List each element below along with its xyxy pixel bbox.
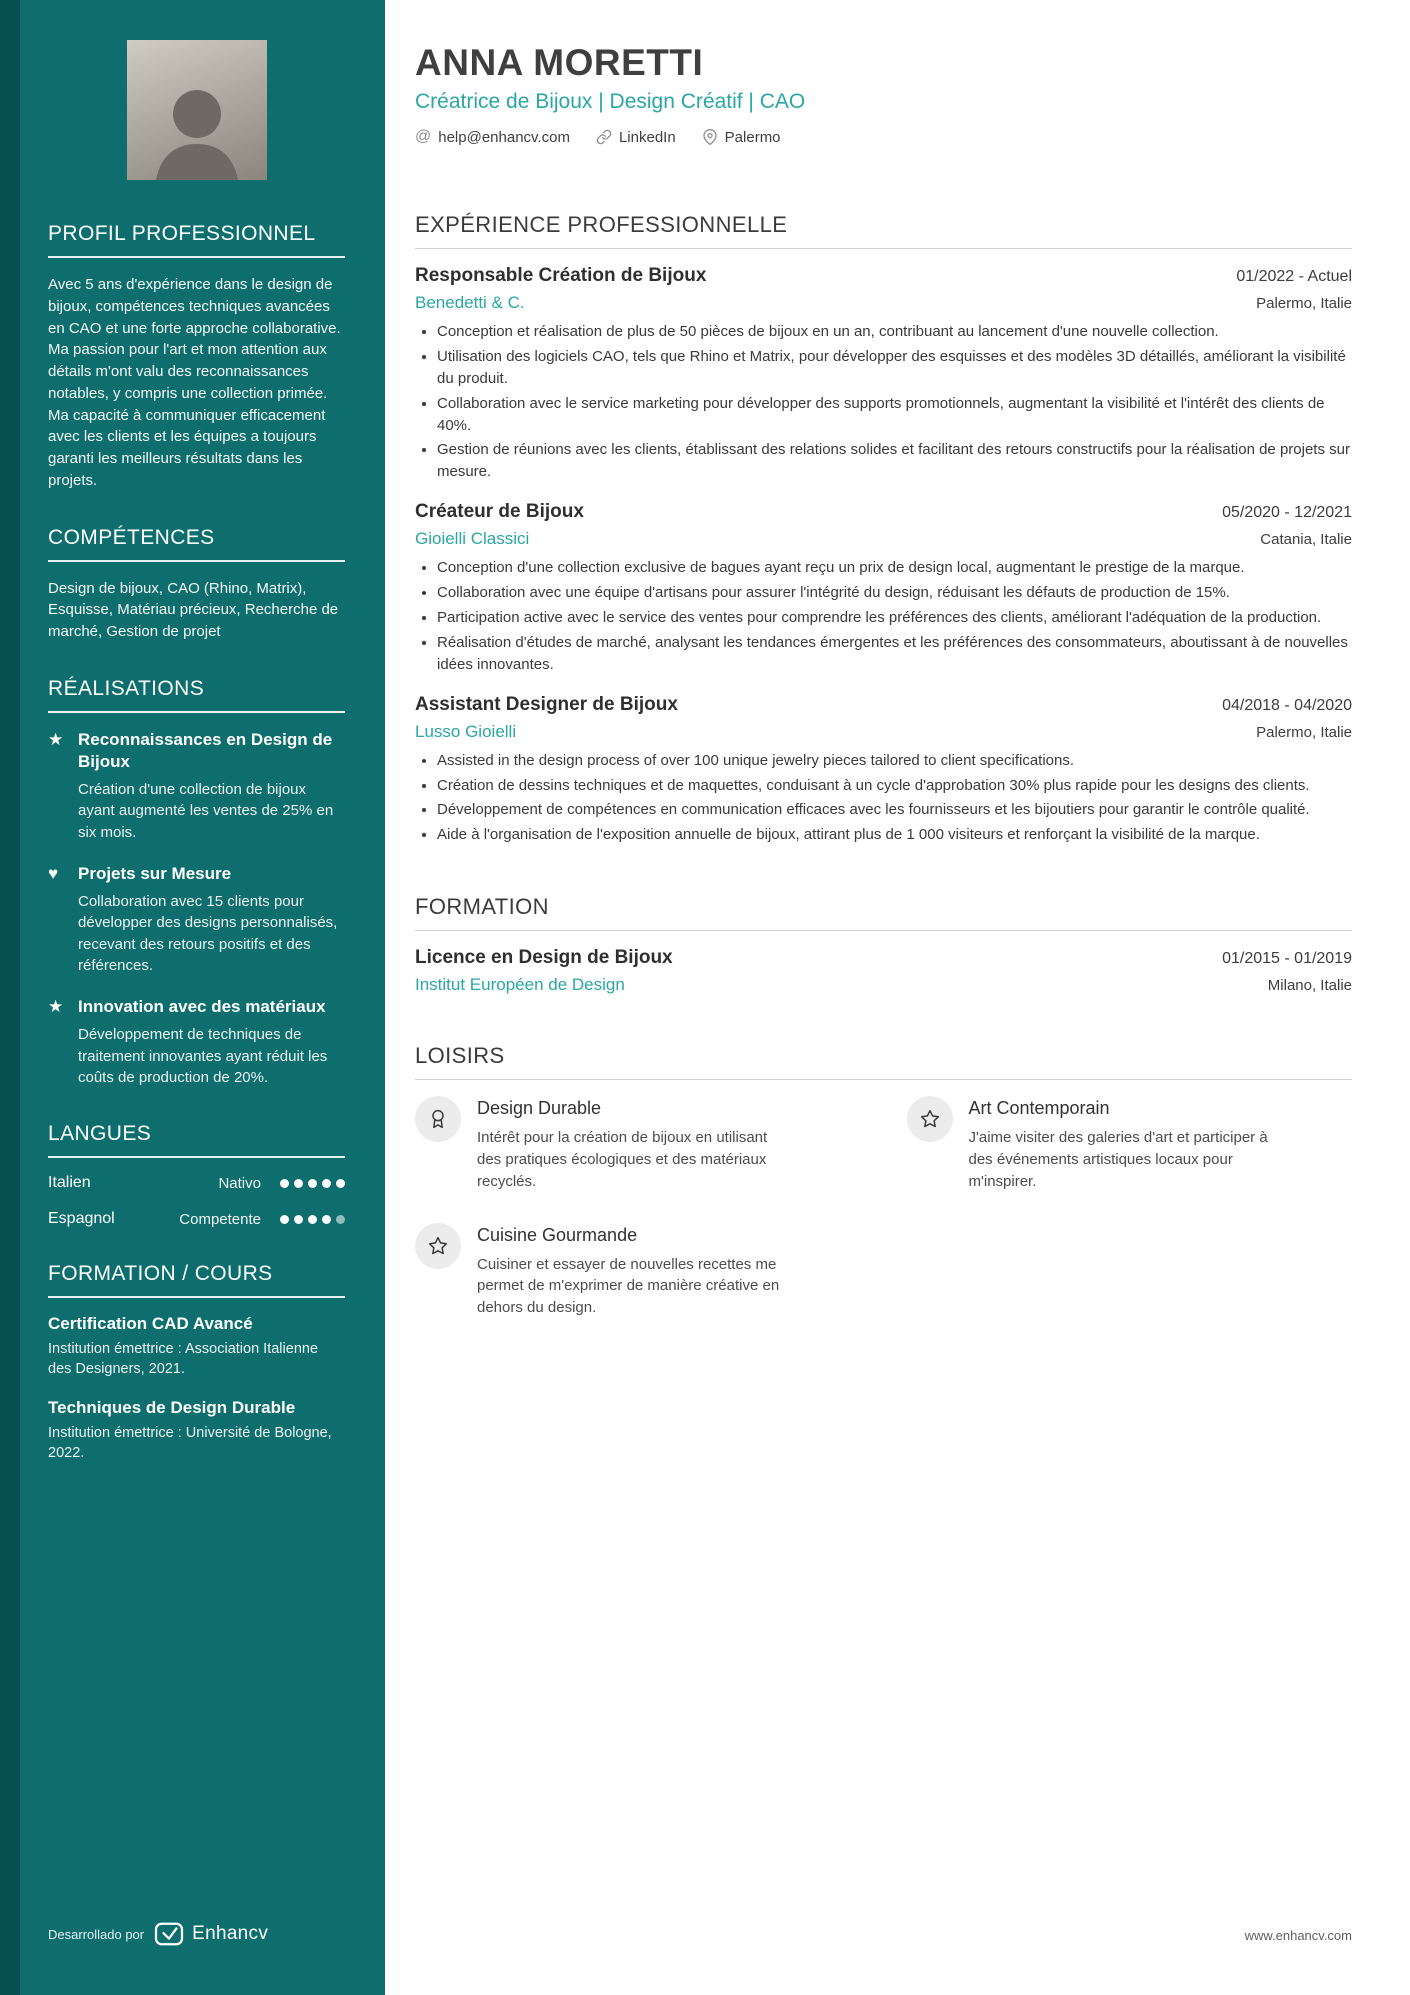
job-title: Créateur de Bijoux (415, 501, 584, 523)
enhancv-logo-icon (154, 1921, 184, 1947)
bullet: • Collaboration avec le service marketing pour développer des supports promotionnels, augmentant la visibilité et l'intérêt des clients de 40%. (437, 393, 1352, 437)
powered-by-label: Desarrollado por (48, 1926, 145, 1942)
linkedin-text: LinkedIn (618, 128, 676, 146)
course-item (48, 1314, 345, 1380)
bullet: • Développement de compétences en communication efficaces avec les fournisseurs et les bijoutiers pour garantir le contrôle qualité. (437, 799, 1352, 821)
bullet: • Collaboration avec une équipe d'artisans pour assurer l'intégrité du design, réduisant les défauts de production de 15%. (437, 582, 1352, 604)
course-title: Certification CAD Avancé (48, 1314, 253, 1334)
contact-linkedin[interactable] (596, 129, 676, 146)
hobby-text: Cuisiner et essayer de nouvelles recettes me permet de m'exprimer de manière créative en dehors du design. (477, 1255, 780, 1316)
section-divider (415, 1079, 1352, 1080)
bullet: • Conception d'une collection exclusive de bagues ayant reçu un prix de design local, augmentant le prestige de la marque. (437, 557, 1352, 579)
hobby-grid (415, 1096, 1352, 1319)
sidebar-section-languages (48, 1122, 345, 1228)
hobby-item (415, 1096, 861, 1192)
achievement-title: Projets sur Mesure (78, 863, 232, 883)
profile-section-title: PROFIL PROFESSIONNEL (48, 222, 345, 258)
rating-dot (322, 1179, 331, 1188)
bullet: • Conception et réalisation de plus de 50 pièces de bijoux en un an, contribuant au lancement d'une nouvelle collection. (437, 321, 1352, 343)
job-dates: 01/2022 - Actuel (1236, 268, 1352, 285)
section-experience (415, 212, 1352, 846)
course-item (48, 1398, 345, 1464)
achievement-item (48, 863, 345, 976)
bullet: • Réalisation d'études de marché, analysant les tendances émergentes et les préférences des consommateurs, aboutissant à de nouvelles idées innovantes. (437, 632, 1352, 676)
heart-icon: ♥ (48, 863, 59, 883)
sidebar-footer (48, 1921, 268, 1947)
sidebar-section-achievements (48, 677, 345, 1088)
main-content (385, 0, 1410, 1995)
education-entry (415, 947, 1352, 995)
language-rating-dots (275, 1179, 345, 1188)
bullet: • Aide à l'organisation de l'exposition annuelle de bijoux, attirant plus de 1 000 visiteurs et renforçant la visibilité de la marque. (437, 824, 1352, 846)
job-dates: 04/2018 - 04/2020 (1222, 696, 1352, 714)
achievement-title: Reconnaissances en Design de Bijoux (78, 729, 333, 771)
languages-section-title: LANGUES (48, 1122, 345, 1158)
job-bullets (437, 557, 1352, 675)
job-entry (415, 265, 1352, 483)
hobby-item (907, 1096, 1353, 1192)
achievement-text: Développement de techniques de traitement innovantes ayant réduit les coûts de production de 20%. (78, 1026, 328, 1086)
achievement-text: Création d'une collection de bijoux ayant augmenté les ventes de 25% en six mois. (78, 780, 334, 841)
section-hobbies (415, 1043, 1352, 1319)
language-row (48, 1210, 345, 1228)
rating-dot (280, 1179, 289, 1188)
bullet: • Utilisation des logiciels CAO, tels que Rhino et Matrix, pour développer des esquisses et des modèles 3D détaillés, améliorant la visibilité du produit. (437, 346, 1352, 390)
hobby-title: Art Contemporain (968, 1098, 1110, 1119)
portrait-silhouette (137, 76, 257, 180)
rating-dot (336, 1215, 345, 1224)
language-level: Nativo (218, 1174, 261, 1192)
enhancv-brand-name: Enhancv (192, 1923, 269, 1944)
hobby-title: Design Durable (477, 1098, 602, 1119)
course-text: Institution émettrice : Université de Bologne, 2022. (48, 1424, 332, 1461)
star-icon (415, 1223, 461, 1269)
contact-row (415, 128, 1352, 146)
language-rating-dots (275, 1215, 345, 1224)
sidebar-section-profile (48, 222, 345, 492)
bullet: • Assisted in the design process of over 100 unique jewelry pieces tailored to client specifications. (437, 750, 1352, 772)
hobby-text: J'aime visiter des galeries d'art et participer à des événements artistiques locaux pour m'inspirer. (968, 1129, 1268, 1190)
medal-icon (415, 1096, 461, 1142)
sidebar (0, 0, 385, 1995)
hobby-title: Cuisine Gourmande (477, 1224, 638, 1245)
experience-section-title: EXPÉRIENCE PROFESSIONNELLE (415, 212, 788, 237)
rating-dot (322, 1215, 331, 1224)
job-location: Palermo, Italie (1256, 295, 1352, 312)
section-divider (415, 930, 1352, 931)
bullet: • Gestion de réunions avec les clients, établissant des relations solides et facilitant des retours constructifs pour la réalisation de projets sur mesure. (437, 439, 1352, 483)
company-name: Gioielli Classici (415, 529, 530, 549)
profile-photo (127, 40, 267, 180)
course-title: Techniques de Design Durable (48, 1397, 296, 1417)
rating-dot (294, 1215, 303, 1224)
company-name: Benedetti & C. (415, 293, 525, 312)
job-location: Palermo, Italie (1256, 723, 1352, 741)
resume-header (415, 42, 1352, 146)
company-name: Lusso Gioielli (415, 721, 517, 741)
location-icon (702, 129, 718, 145)
language-name: Italien (48, 1174, 91, 1192)
star-icon (907, 1096, 953, 1142)
education-section-title: FORMATION (415, 894, 549, 920)
candidate-name: ANNA MORETTI (415, 42, 704, 83)
link-icon (596, 129, 612, 145)
job-entry (415, 501, 1352, 675)
achievement-item (48, 996, 345, 1088)
rating-dot (294, 1179, 303, 1188)
star-icon: ★ (48, 997, 64, 1017)
achievement-item (48, 729, 345, 843)
hobby-text: Intérêt pour la création de bijoux en utilisant des pratiques écologiques et des matériaux recyclés. (477, 1129, 768, 1190)
sidebar-section-skills (48, 526, 345, 643)
skills-text: Design de bijoux, CAO (Rhino, Matrix), Esquisse, Matériau précieux, Recherche de marché, Gestion de projet (48, 579, 339, 640)
hobbies-section-title: LOISIRS (415, 1043, 505, 1069)
degree-title: Licence en Design de Bijoux (415, 947, 673, 969)
rating-dot (308, 1215, 317, 1224)
job-bullets (437, 321, 1352, 483)
enhancv-logo[interactable] (154, 1921, 268, 1947)
candidate-title: Créatrice de Bijoux | Design Créatif | CAO (415, 90, 806, 113)
achievement-title: Innovation avec des matériaux (78, 997, 326, 1017)
sidebar-section-courses (48, 1262, 345, 1463)
job-title: Assistant Designer de Bijoux (415, 693, 678, 715)
email-text: help@enhancv.com (438, 128, 570, 146)
education-dates: 01/2015 - 01/2019 (1222, 950, 1352, 968)
email-icon: @ (415, 128, 432, 145)
section-divider (415, 248, 1352, 249)
language-name: Espagnol (48, 1210, 115, 1228)
job-entry (415, 694, 1352, 847)
achievements-section-title: RÉALISATIONS (48, 677, 345, 713)
job-bullets (437, 750, 1352, 847)
profile-text: Avec 5 ans d'expérience dans le design de bijoux, compétences techniques avancées en CAO et une forte approche collaborative. Ma passion pour l'art et mon attention aux détails m'ont valu des reconnaissances notables, y compris une collection primée. Ma capacité à communiquer efficacement avec les clients et les équipes a toujours garanti les meilleurs résultats dans les projets. (48, 276, 341, 489)
course-text: Institution émettrice : Association Italienne des Designers, 2021. (48, 1341, 319, 1378)
skills-section-title: COMPÉTENCES (48, 526, 345, 562)
achievement-text: Collaboration avec 15 clients pour développer des designs personnalisés, recevant des retours positifs et des références. (78, 892, 338, 974)
rating-dot (336, 1179, 345, 1188)
language-row (48, 1174, 345, 1192)
school-location: Milano, Italie (1267, 977, 1352, 995)
bullet: • Participation active avec le service des ventes pour comprendre les préférences des clients, améliorant l'adéquation de la production. (437, 607, 1352, 629)
job-dates: 05/2020 - 12/2021 (1222, 504, 1352, 522)
contact-location (702, 129, 781, 146)
hobby-item (415, 1223, 861, 1319)
language-level: Competente (179, 1210, 261, 1228)
location-text: Palermo (724, 128, 781, 146)
job-location: Catania, Italie (1260, 531, 1352, 549)
website-link[interactable]: www.enhancv.com (1244, 1928, 1352, 1943)
bullet: • Création de dessins techniques et de maquettes, conduisant à un cycle d'approbation 30% plus rapide pour les designs des clients. (437, 775, 1352, 797)
contact-email[interactable] (415, 128, 570, 146)
section-education (415, 894, 1352, 995)
rating-dot (308, 1179, 317, 1188)
school-name: Institut Européen de Design (415, 975, 625, 995)
star-icon: ★ (48, 729, 64, 749)
rating-dot (280, 1215, 289, 1224)
job-title: Responsable Création de Bijoux (415, 265, 707, 286)
courses-section-title: FORMATION / COURS (48, 1262, 345, 1298)
